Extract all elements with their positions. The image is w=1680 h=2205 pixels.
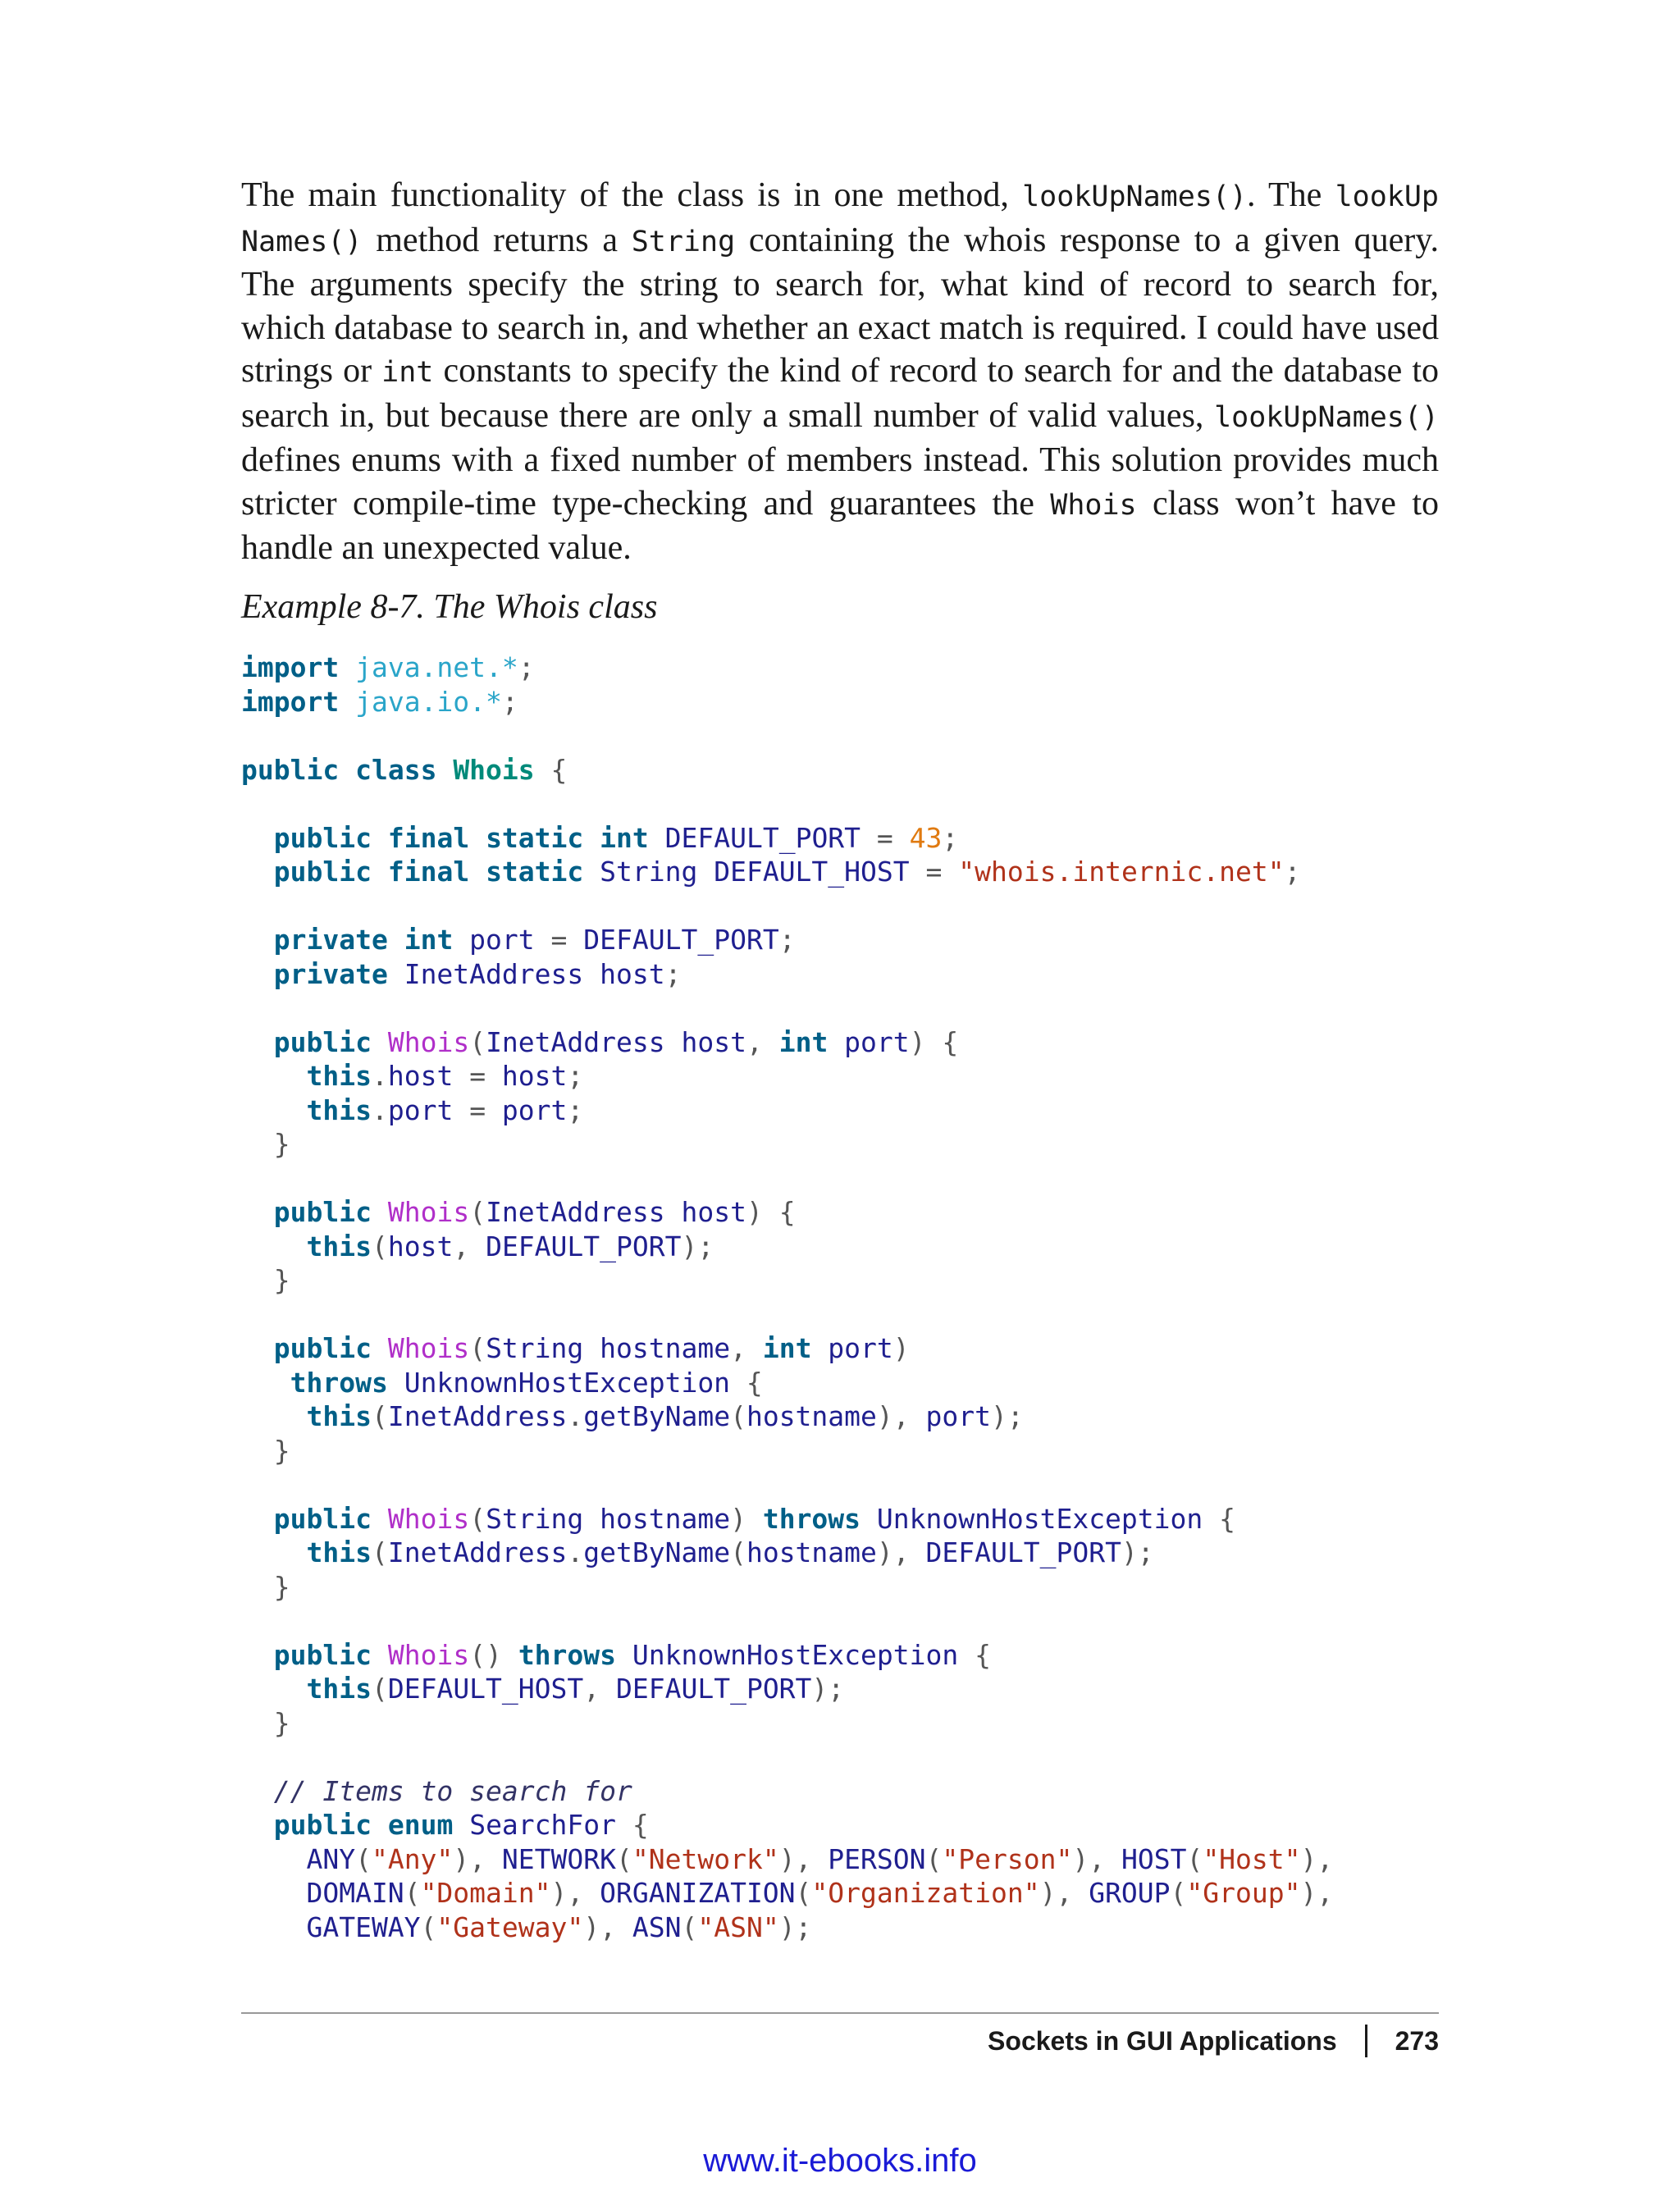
page-number: 273 xyxy=(1395,2025,1439,2056)
footer-section-title: Sockets in GUI Applications xyxy=(988,2025,1337,2056)
inline-code: String xyxy=(631,225,736,258)
example-caption: Example 8-7. The Whois class xyxy=(241,588,658,626)
paragraph-text: method returns a xyxy=(362,221,632,259)
code-listing: import java.net.*; import java.io.*; public class Whois { public final static int DEFAULT_PORT = 43; public final static String DEFAULT_HOST = "whois.internic.net"; private int port = DEFAULT_PORT; private InetAddress host; public Whois(InetAddress host, int port) { this.host = host; this.port = port; } public Whois(InetAddress host) { this(host, DEFAULT_PORT); } public Whois(String hostname, int port) throws UnknownHostException { this(InetAddress.getByName(hostname), port); } public Whois(String hostname) throws UnknownHostException { this(InetAddress.getByName(hostname), DEFAULT_PORT); } public Whois() throws UnknownHostException { this(DEFAULT_HOST, DEFAULT_PORT); } // Items to search for public enum SearchFor { ANY("Any"), NETWORK("Network"), PERSON("Person"), HOST("Host"), DOMAIN("Domain"), ORGANIZATION("Organization"), GROUP("Group"), GATEWAY("Gateway"), ASN("ASN"); xyxy=(241,651,1334,1943)
footer-rule xyxy=(241,2012,1439,2014)
paragraph-text: class won’t have to handle an unexpected value. xyxy=(241,484,1439,567)
paragraph-text: containing the whois response to a given query. The arguments specify the string to search for, what kind of record to search for, which database to search in, and whether an exact match is required. I could have used strings or xyxy=(241,221,1439,390)
inline-code: lookUpNames() xyxy=(1214,400,1439,434)
paragraph-text: defines enums with a fixed number of members instead. This solution provides much stricter compile-time type-checking and guarantees the xyxy=(241,441,1439,523)
inline-code: lookUp Names() xyxy=(241,180,1439,258)
inline-code: Whois xyxy=(1050,488,1137,522)
page-footer xyxy=(988,2025,1439,2057)
watermark-link[interactable]: www.it-ebooks.info xyxy=(703,2143,977,2179)
paragraph-text: constants to specify the kind of record to search for and the database to search in, but because there are only a small number of valid values, xyxy=(241,352,1439,435)
paragraph-text: . The xyxy=(1247,176,1335,214)
paragraph-text: The main functionality of the class is in one method, xyxy=(241,176,1023,214)
inline-code: lookUpNames() xyxy=(1022,180,1248,213)
body-paragraph xyxy=(241,174,1439,570)
inline-code: int xyxy=(381,356,434,389)
footer-separator xyxy=(1365,2025,1367,2057)
